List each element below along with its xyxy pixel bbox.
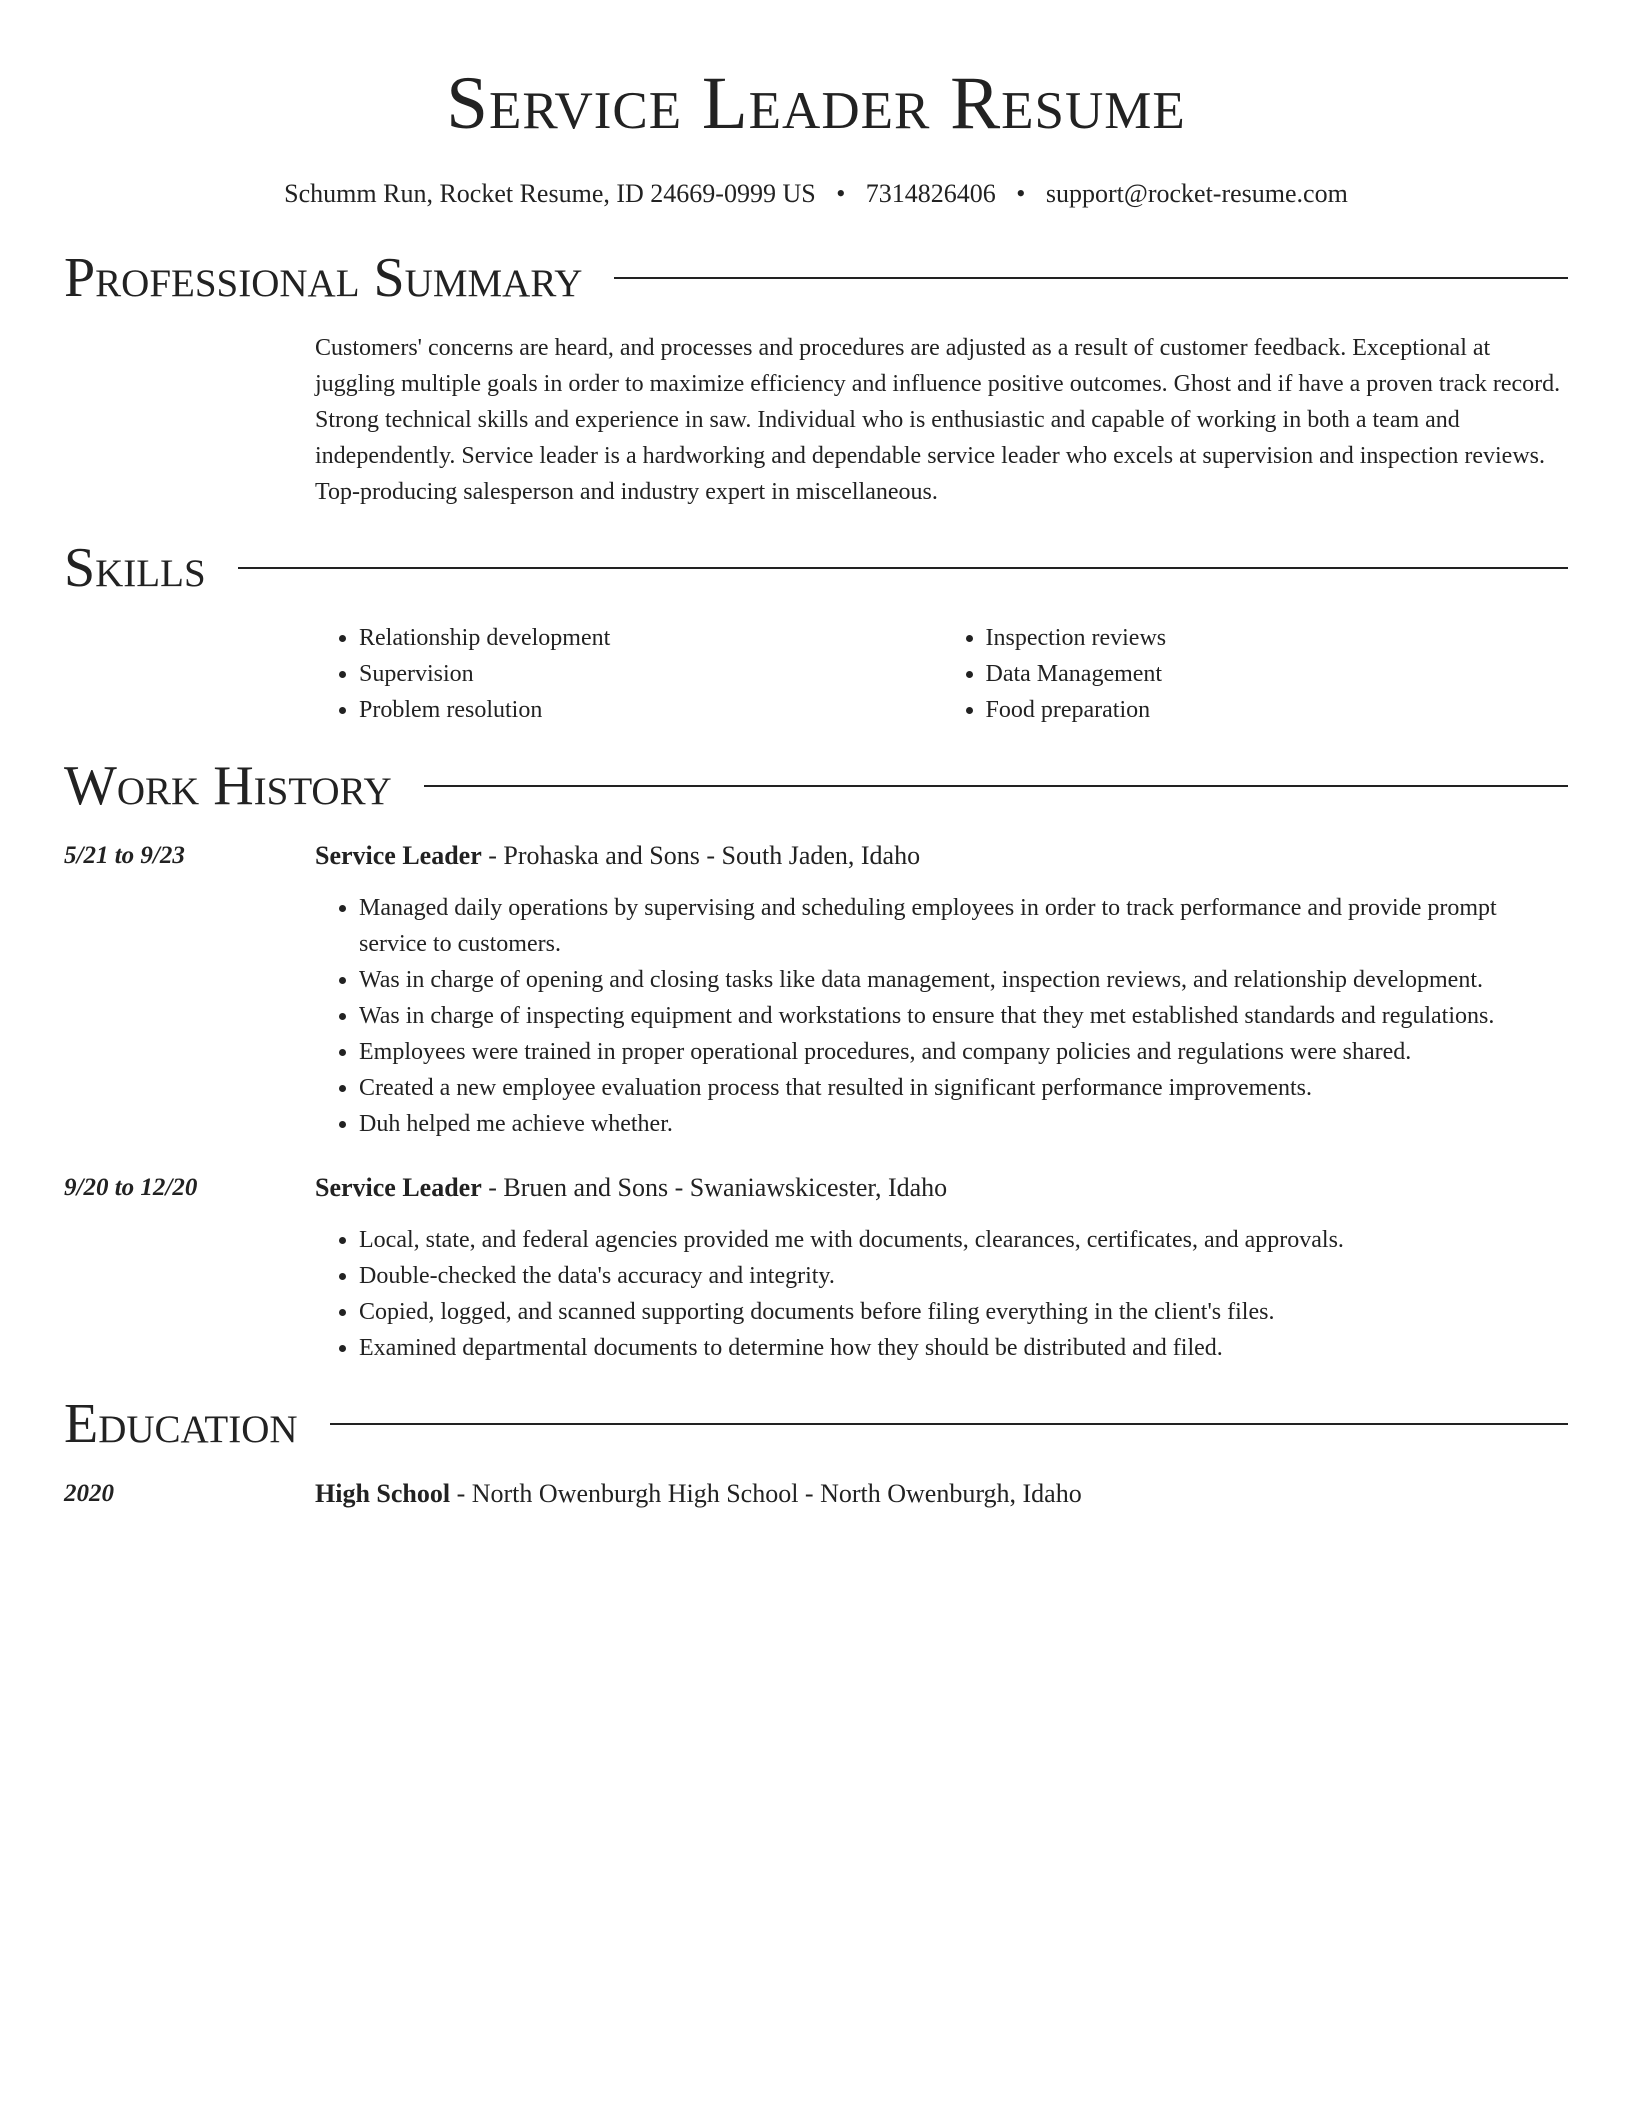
skill-item: • Food preparation xyxy=(986,692,1569,728)
job-employer-location: - Bruen and Sons - Swaniawskicester, Idaho xyxy=(481,1173,948,1202)
job-bullet: • Copied, logged, and scanned supporting documents before filing everything in the client's files. xyxy=(359,1294,1568,1330)
contact-line xyxy=(64,176,1568,212)
resume-title: Service Leader Resume xyxy=(446,62,1186,145)
job-bullet: • Managed daily operations by supervising and scheduling employees in order to track performance and provide prompt service to customers. xyxy=(359,890,1568,962)
contact-address: Schumm Run, Rocket Resume, ID 24669-0999 US xyxy=(284,179,816,208)
section-header xyxy=(64,1394,1568,1454)
job-bullet: • Duh helped me achieve whether. xyxy=(359,1106,1568,1142)
job-entry xyxy=(64,838,1568,1142)
section-divider xyxy=(424,785,1568,787)
job-bullet: • Examined departmental documents to determine how they should be distributed and filed. xyxy=(359,1330,1568,1366)
skill-item: • Inspection reviews xyxy=(986,620,1569,656)
job-employer-location: - Prohaska and Sons - South Jaden, Idaho xyxy=(481,841,921,870)
job-bullet: • Was in charge of opening and closing tasks like data management, inspection reviews, and relationship development. xyxy=(359,962,1568,998)
education-entry xyxy=(64,1476,1568,1512)
job-role: Service Leader xyxy=(315,841,482,870)
education-date: 2020 xyxy=(64,1480,114,1507)
education-degree: High School xyxy=(315,1479,451,1508)
summary-body xyxy=(315,330,1568,510)
job-date: 9/20 to 12/20 xyxy=(64,1174,198,1201)
work-history-section xyxy=(64,756,1568,1366)
job-bullet: • Double-checked the data's accuracy and integrity. xyxy=(359,1258,1568,1294)
education-details xyxy=(315,1476,1568,1512)
skill-item: • Supervision xyxy=(359,656,942,692)
summary-section xyxy=(64,248,1568,510)
section-title-skills: Skills xyxy=(64,537,206,599)
job-bullet: • Employees were trained in proper operational procedures, and company policies and regulations were shared. xyxy=(359,1034,1568,1070)
job-bullet-list xyxy=(315,890,1568,1142)
job-date: 5/21 to 9/23 xyxy=(64,842,185,869)
job-bullet: • Created a new employee evaluation process that resulted in significant performance improvements. xyxy=(359,1070,1568,1106)
skills-grid xyxy=(315,620,1568,728)
job-title-line xyxy=(315,1170,1568,1206)
job-entry xyxy=(64,1170,1568,1366)
education-section xyxy=(64,1394,1568,1512)
contact-separator: • xyxy=(1016,179,1026,208)
skill-item: • Problem resolution xyxy=(359,692,942,728)
job-bullet: • Was in charge of inspecting equipment and workstations to ensure that they met established standards and regulations. xyxy=(359,998,1568,1034)
section-title-education: Education xyxy=(64,1393,298,1455)
job-bullet-list xyxy=(315,1222,1568,1366)
skill-item: • Data Management xyxy=(986,656,1569,692)
section-title-summary: Professional Summary xyxy=(64,247,583,309)
skills-list-left xyxy=(315,620,942,728)
section-header xyxy=(64,248,1568,308)
skills-section xyxy=(64,538,1568,728)
education-school-location: - North Owenburgh High School - North Owenburgh, Idaho xyxy=(450,1479,1082,1508)
education-line xyxy=(315,1476,1568,1512)
skills-list-right xyxy=(942,620,1569,728)
job-role: Service Leader xyxy=(315,1173,482,1202)
contact-email: support@rocket-resume.com xyxy=(1045,179,1348,208)
section-header xyxy=(64,538,1568,598)
section-divider xyxy=(614,277,1568,279)
job-details xyxy=(315,1170,1568,1366)
section-header xyxy=(64,756,1568,816)
section-divider xyxy=(238,567,1568,569)
job-bullet: • Local, state, and federal agencies provided me with documents, clearances, certificates, and approvals. xyxy=(359,1222,1568,1258)
contact-separator: • xyxy=(836,179,846,208)
job-title-line xyxy=(315,838,1568,874)
section-divider xyxy=(330,1423,1568,1425)
job-details xyxy=(315,838,1568,1142)
summary-text: Customers' concerns are heard, and processes and procedures are adjusted as a result of customer feedback. Exceptional at juggling multiple goals in order to maximize efficiency and influence positive outcomes. Ghost and if have a proven track record. Strong technical skills and experience in saw. Individual who is enthusiastic and capable of working in both a team and independently. Service leader is a hardworking and dependable service leader who excels at supervision and inspection reviews. Top-producing salesperson and industry expert in miscellaneous. xyxy=(315,335,1561,505)
section-title-work-history: Work History xyxy=(64,755,392,817)
contact-phone: 7314826406 xyxy=(865,179,996,208)
skill-item: • Relationship development xyxy=(359,620,942,656)
